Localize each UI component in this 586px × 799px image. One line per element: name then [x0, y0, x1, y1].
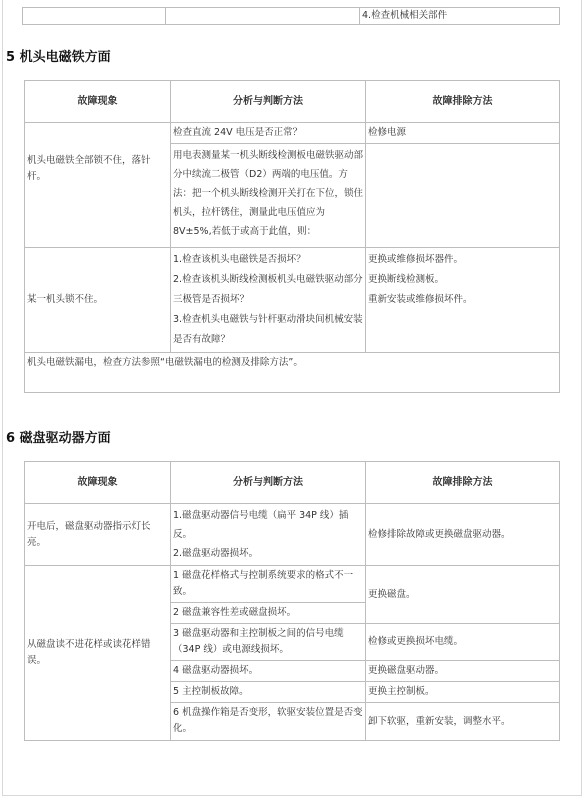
table-row — [25, 504, 560, 566]
table-row — [25, 353, 560, 393]
analysis-cell: 6 机盘操作箱是否变形，软驱安装位置是否变化。 — [171, 703, 366, 741]
analysis-item: 3.检查机头电磁铁与针杆驱动滑块间机械安装是否有故障？ — [173, 314, 363, 345]
header-cell: 故障现象 — [25, 462, 171, 504]
analysis-cell: 3 磁盘驱动器和主控制板之间的信号电缆（34P 线）或电源线损坏。 — [171, 624, 366, 661]
fix-cell: 更换磁盘驱动器。 — [366, 661, 560, 682]
analysis-cell: 4 磁盘驱动器损坏。 — [171, 661, 366, 682]
table-cell — [23, 8, 166, 25]
table-header-row — [25, 462, 560, 504]
section-heading: 5 机头电磁铁方面 — [6, 50, 111, 65]
header-cell: 分析与判断方法 — [171, 81, 366, 123]
disk-fault-table — [24, 461, 560, 741]
analysis-cell: 1 磁盘花样格式与控制系统要求的格式不一致。 — [171, 566, 366, 603]
fix-item: 更换断线检测板。 — [368, 274, 445, 285]
analysis-item: 1.检查该机头电磁铁是否损坏？ — [173, 254, 306, 265]
fix-cell: 更换磁盘。 — [366, 566, 560, 624]
header-cell: 故障排除方法 — [366, 81, 560, 123]
note-cell: 机头电磁铁漏电，检查方法参照“电磁铁漏电的检测及排除方法”。 — [25, 353, 560, 393]
analysis-cell — [171, 248, 366, 353]
fix-cell — [366, 144, 560, 248]
analysis-item: 2.磁盘驱动器损坏。 — [173, 548, 259, 559]
analysis-item: 1.磁盘驱动器信号电缆（扁平 34P 线）插反。 — [173, 510, 349, 540]
analysis-cell: 检查直流 24V 电压是否正常？ — [171, 123, 366, 144]
previous-table-remnant — [22, 7, 560, 25]
symptom-cell: 机头电磁铁全部锁不住，落针杆。 — [25, 123, 171, 248]
section-heading: 6 磁盘驱动器方面 — [6, 431, 111, 446]
table-header-row — [25, 81, 560, 123]
fix-cell: 更换主控制板。 — [366, 682, 560, 703]
symptom-cell: 某一机头锁不住。 — [25, 248, 171, 353]
header-cell: 分析与判断方法 — [171, 462, 366, 504]
magnet-fault-table — [24, 80, 560, 393]
fix-cell: 检修排除故障或更换磁盘驱动器。 — [366, 504, 560, 566]
table-row — [25, 248, 560, 353]
table-row — [25, 566, 560, 603]
fix-cell — [366, 248, 560, 353]
fix-cell: 检修或更换损坏电缆。 — [366, 624, 560, 661]
analysis-cell: 用电表测量某一机头断线检测板电磁铁驱动部分中续流二极管（D2）两端的电压值。方法：把一个机头断线检测开关打在下位，锁住机头，拉杆锈住，测量此电压值应为 8V±5%,若低于或高于此值，则： — [171, 144, 366, 248]
table-cell — [166, 8, 360, 25]
table-row — [23, 8, 560, 25]
table-cell: 4.检查机械相关部件 — [360, 8, 560, 25]
header-cell: 故障排除方法 — [366, 462, 560, 504]
analysis-item: 2.检查该机头断线检测板机头电磁铁驱动部分三极管是否损坏？ — [173, 274, 363, 305]
analysis-cell: 5 主控制板故障。 — [171, 682, 366, 703]
fix-item: 重新安装或维修损坏件。 — [368, 294, 473, 305]
analysis-cell — [171, 504, 366, 566]
symptom-cell: 开电后，磁盘驱动器指示灯长亮。 — [25, 504, 171, 566]
header-cell: 故障现象 — [25, 81, 171, 123]
symptom-cell: 从磁盘读不进花样或读花样错误。 — [25, 566, 171, 741]
fix-cell: 卸下软驱，重新安装，调整水平。 — [366, 703, 560, 741]
fix-item: 更换或维修损坏器件。 — [368, 254, 464, 265]
analysis-cell: 2 磁盘兼容性差或磁盘损坏。 — [171, 603, 366, 624]
fix-cell: 检修电源 — [366, 123, 560, 144]
table-row — [25, 123, 560, 144]
